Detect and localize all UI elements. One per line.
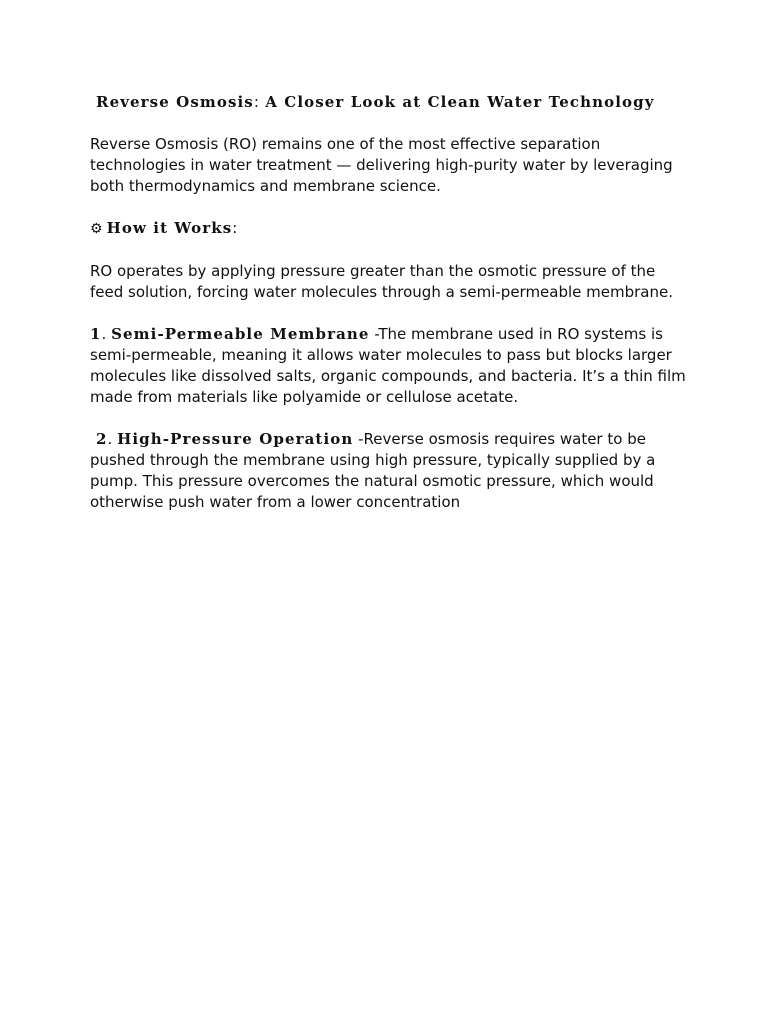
document-title — [96, 92, 686, 113]
document-page — [90, 92, 686, 534]
how-it-works-label: How it Works — [106, 219, 233, 237]
item-dot: . — [107, 430, 113, 448]
list-item-high-pressure-operation — [90, 429, 686, 513]
title-rest: A Closer Look at Clean Water Technology — [258, 93, 655, 111]
how-it-works-heading — [90, 218, 686, 240]
item-dot: . — [101, 325, 107, 343]
item-number: 1 — [90, 325, 102, 343]
title-colon: : — [253, 93, 259, 111]
how-it-works-colon: : — [232, 219, 238, 237]
intro-paragraph: Reverse Osmosis (RO) remains one of the most effective separation technologies in water treatment — delivering high-purity water by leveraging both thermodynamics and membrane science. — [90, 135, 673, 195]
item-text: -The membrane used in RO systems is semi-permeable, meaning it allows water molecules to pass but blocks larger molecules like dissolved salts, organic compounds, and bacteria. It’s a thin film made from materials like polyamide or cellulose acetate. — [90, 325, 686, 406]
title-bold-part: Reverse Osmosis — [96, 93, 254, 111]
item-number: 2 — [96, 430, 108, 448]
item-text: -Reverse osmosis requires water to be pushed through the membrane using high pressure, typically supplied by a pump. This pressure overcomes the natural osmotic pressure, which would otherwise push water from a lower concentration — [90, 430, 656, 511]
gear-icon: ⚙ — [90, 221, 103, 237]
how-it-works-paragraph: RO operates by applying pressure greater than the osmotic pressure of the feed solution, forcing water molecules through a semi-permeable membrane. — [90, 262, 674, 301]
item-heading: Semi-Permeable Membrane — [111, 325, 370, 343]
item-heading: High-Pressure Operation — [117, 430, 354, 448]
list-item-semi-permeable-membrane — [90, 324, 686, 408]
